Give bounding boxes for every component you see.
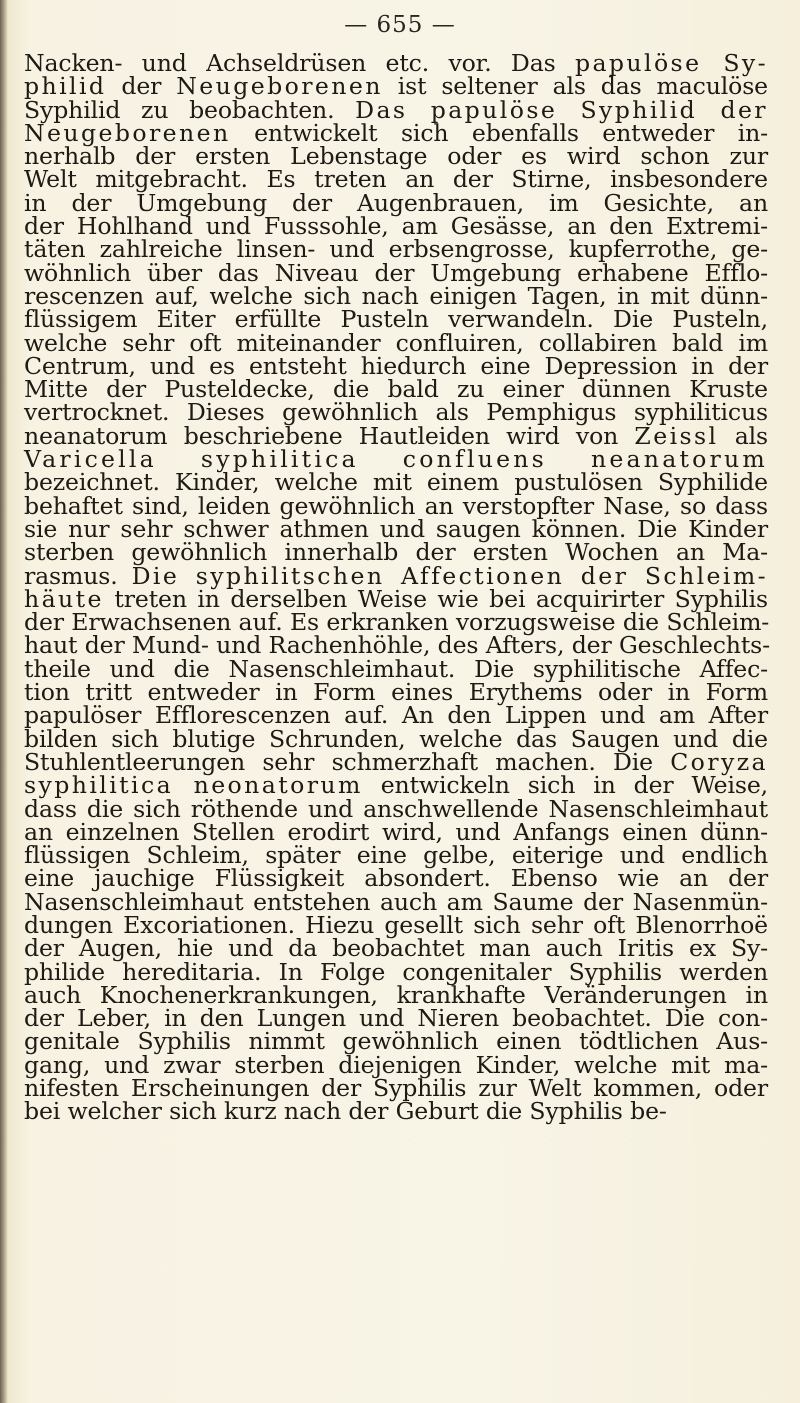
text-segment: bezeichnet. Kinder, welche mit einem pustulösen Syphilide <box>24 468 768 497</box>
text-segment: in der Umgebung der Augenbrauen, im Gesichte, an <box>24 188 768 217</box>
emphasized-text: Zeissl <box>634 421 719 450</box>
text-line <box>24 1097 768 1126</box>
text-segment: an einzelnen Stellen erodirt wird, und Anfangs einen dünn- <box>24 817 768 846</box>
page-spine-shadow <box>0 0 8 1403</box>
body-text <box>24 49 770 1126</box>
text-segment: flüssigem Eiter erfüllte Pusteln verwandeln. Die Pusteln, <box>24 305 768 334</box>
text-segment: neanatorum beschriebene Hautleiden wird von <box>24 421 635 450</box>
text-segment: der Erwachsenen auf. Es erkranken vorzugsweise die Schleim- <box>24 608 770 637</box>
text-segment: sterben gewöhnlich innerhalb der ersten Wochen an Ma- <box>24 538 768 567</box>
emphasized-text: Neugeborenen <box>176 72 383 101</box>
text-segment: der Hohlhand und Fusssohle, am Gesässe, an den Extremi- <box>24 212 768 241</box>
emphasized-text: syphilitica neonatorum <box>24 771 363 800</box>
text-segment: ist seltener als das maculöse <box>382 72 768 101</box>
text-segment: rasmus. <box>24 561 132 590</box>
text-segment: genitale Syphilis nimmt gewöhnlich einen tödtlichen Aus- <box>24 1027 768 1056</box>
text-segment: Nasenschleimhaut entstehen auch am Saume der Nasenmün- <box>24 887 768 916</box>
text-segment: Syphilid zu beobachten. <box>24 95 356 124</box>
text-segment: Welt mitgebracht. Es treten an der Stirne, insbesondere <box>24 165 768 194</box>
text-segment: nifesten Erscheinungen der Syphilis zur Welt kommen, oder <box>24 1074 768 1103</box>
text-segment: Stuhlentleerungen sehr schmerzhaft machen. Die <box>24 747 671 776</box>
text-segment: gang, und zwar sterben diejenigen Kinder, welche mit ma- <box>24 1050 768 1079</box>
text-segment: der Leber, in den Lungen und Nieren beobachtet. Die con- <box>24 1004 768 1033</box>
text-segment: behaftet sind, leiden gewöhnlich an verstopfter Nase, so dass <box>24 491 768 520</box>
text-segment: vertrocknet. Dieses gewöhnlich als Pemphigus syphiliticus <box>24 398 768 427</box>
text-segment: Mitte der Pusteldecke, die bald zu einer dünnen Kruste <box>24 375 768 404</box>
text-segment: haut der Mund- und Rachenhöhle, des Afters, der Geschlechts- <box>24 631 770 660</box>
page-number: — 655 — <box>344 12 456 38</box>
text-segment: täten zahlreiche linsen- und erbsengrosse, kupferrothe, ge- <box>24 235 768 264</box>
emphasized-text: philid <box>24 72 107 101</box>
text-segment: der <box>106 72 177 101</box>
text-segment: theile und die Nasenschleimhaut. Die syphilitische Affec- <box>24 654 768 683</box>
text-segment: sie nur sehr schwer athmen und saugen können. Die Kinder <box>24 514 768 543</box>
text-segment: treten in derselben Weise wie bei acquirirter Syphilis <box>103 584 768 613</box>
text-segment: dass die sich röthende und anschwellende Nasenschleimhaut <box>24 794 768 823</box>
text-segment: entwickeln sich in der Weise, <box>362 771 768 800</box>
text-segment: bilden sich blutige Schrunden, welche das Saugen und die <box>24 724 768 753</box>
emphasized-text: Varicella syphilitica confluens neanatorum <box>24 445 768 474</box>
text-segment: flüssigen Schleim, später eine gelbe, eiterige und endlich <box>24 841 768 870</box>
emphasized-text: Das papulöse Syphilid der <box>355 95 768 124</box>
text-segment: rescenzen auf, welche sich nach einigen Tagen, in mit dünn- <box>24 281 768 310</box>
text-segment: entwickelt sich ebenfalls entweder in- <box>230 118 768 147</box>
text-segment: welche sehr oft miteinander confluiren, collabiren bald im <box>24 328 768 357</box>
emphasized-text: Die syphilitschen Affectionen der Schleim- <box>131 561 768 590</box>
emphasized-text: Neugeborenen <box>24 118 231 147</box>
text-segment: papulöser Efflorescenzen auf. An den Lippen und am After <box>24 701 768 730</box>
emphasized-text: häute <box>24 584 104 613</box>
emphasized-text: papulöse Sy- <box>574 49 768 77</box>
text-segment: auch Knochenerkrankungen, krankhafte Veränderungen in <box>24 980 768 1009</box>
text-segment: Nacken- und Achseldrüsen etc. vor. Das <box>24 49 575 77</box>
text-segment: wöhnlich über das Niveau der Umgebung erhabene Efflo- <box>24 258 768 287</box>
emphasized-text: Coryza <box>670 747 768 776</box>
text-segment: als <box>718 421 769 450</box>
text-segment: Centrum, und es entsteht hiedurch eine Depression in der <box>24 351 768 380</box>
text-segment: nerhalb der ersten Lebenstage oder es wird schon zur <box>24 142 768 171</box>
text-segment: bei welcher sich kurz nach der Geburt die Syphilis be- <box>24 1097 667 1126</box>
text-segment: der Augen, hie und da beobachtet man auch Iritis ex Sy- <box>24 934 768 963</box>
text-segment: tion tritt entweder in Form eines Erythems oder in Form <box>24 678 768 707</box>
text-segment: eine jauchige Flüssigkeit absondert. Ebenso wie an der <box>24 864 768 893</box>
text-segment: philide hereditaria. In Folge congenitaler Syphilis werden <box>24 957 768 986</box>
text-segment: dungen Excoriationen. Hiezu gesellt sich sehr oft Blenorrhoë <box>24 910 768 939</box>
